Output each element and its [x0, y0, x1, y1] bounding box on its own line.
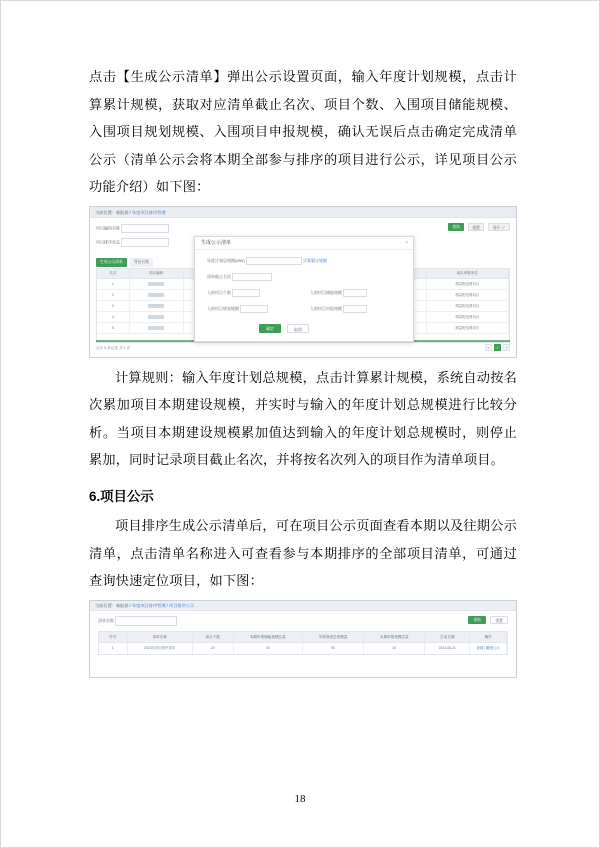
page-content [89, 63, 517, 684]
row-action-links[interactable]: 查看 | 撤销公示 [476, 645, 500, 650]
figure-generate-list-screenshot [89, 206, 517, 358]
modal-field-declared-scale [310, 305, 367, 313]
reset-button[interactable]: 重置 [490, 616, 508, 624]
table-header-row [99, 632, 507, 643]
app-screenshot-ranking [89, 206, 517, 358]
filter-label-status: 项目排序状态 [96, 239, 120, 245]
cell-plan-total: 50 [303, 643, 364, 654]
cell-index: 1 [99, 643, 128, 654]
modal-input-declared-scale[interactable] [343, 305, 367, 313]
cell-code [130, 323, 184, 333]
app-body [90, 218, 516, 357]
reset-button[interactable]: 重置 [468, 223, 484, 231]
cell-rank: 4 [97, 312, 130, 322]
record-summary: 合计 5 条记录 共 1 页 [96, 345, 131, 350]
col-declared-total: 本期申报规模总量 [364, 632, 425, 642]
filter-project-status [96, 238, 169, 247]
modal-input-storage-scale[interactable] [343, 289, 367, 297]
export-ledger-button[interactable]: 导出台账 [130, 258, 153, 267]
modal-input-plan-scale[interactable] [240, 305, 268, 313]
modal-field-cutoff-rank [207, 273, 272, 281]
cell-list-name[interactable]: 2023年项目排序清单 [128, 643, 193, 654]
col-create-date: 生成日期 [425, 632, 470, 642]
cell-code [130, 312, 184, 322]
modal-label-project-count: 入围项目个数 [207, 289, 231, 295]
filter-input-status[interactable] [121, 238, 169, 247]
search-button[interactable]: 查询 [448, 223, 464, 231]
breadcrumb [90, 207, 516, 218]
breadcrumb-link[interactable]: 年度项目排序管理 / [132, 602, 168, 608]
search-button[interactable]: 查询 [468, 616, 486, 624]
col-list-name: 清单名称 [128, 632, 193, 642]
search-input[interactable] [115, 616, 177, 626]
breadcrumb-static: 当前位置：新能源 / [95, 209, 131, 215]
breadcrumb-static: 当前位置：新能源 / [95, 602, 131, 608]
page-1-button[interactable]: 1 [494, 344, 501, 351]
col-project-count: 项目个数 [193, 632, 234, 642]
cell-rank: 5 [97, 323, 130, 333]
modal-field-plan-scale [207, 305, 268, 313]
cell-rank: 2 [97, 290, 130, 300]
cell-rank: 3 [97, 301, 130, 311]
cell-unit: 增量配电网项目 [427, 301, 509, 311]
breadcrumb [90, 601, 516, 611]
cell-unit: 增量配电网项目 [427, 290, 509, 300]
search-bar [98, 616, 508, 626]
cell-code [130, 301, 184, 311]
col-code: 项目编码 [130, 269, 184, 278]
paragraph-2: 计算规则：输入年度计划总规模，点击计算累计规模，系统自动按名次累加项目本期建设规模，并实时与输入的年度计划总规模进行比较分析。当项目本期建设规模累加值达到输入的年度计划总规模时，则停止累加，同时记录项目截止名次，并将按名次列入的项目作为清单项目。 [89, 369, 517, 467]
action-buttons [96, 258, 153, 267]
cell-unit: 增量配电网项目 [427, 279, 509, 289]
col-rank: 名次 [97, 269, 130, 278]
filter-label-code: 项目编码名称 [96, 225, 120, 231]
page-prev-button[interactable]: < [485, 344, 492, 351]
figure-public-list-screenshot [89, 600, 517, 678]
cell-declared-total: 30 [364, 643, 425, 654]
col-operation: 操作 [470, 632, 507, 642]
col-storage-total: 本期申报储能规模总量 [234, 632, 303, 642]
filter-project-code [96, 224, 169, 233]
pagination [485, 344, 510, 351]
cell-unit: 增量配电网项目 [427, 323, 509, 333]
cell-code [130, 279, 184, 289]
paragraph-3: 项目排序生成公示清单后，可在项目公示页面查看本期以及往期公示清单，点击清单名称进入可查看参与本期排序的全部项目清单，可通过查询快速定位项目，如下图： [89, 518, 517, 588]
filter-input-code[interactable] [121, 224, 169, 233]
app-screenshot-public-list [89, 600, 517, 678]
modal-field-project-count [207, 289, 260, 297]
col-unit: 项目申报单位 [427, 269, 509, 278]
modal-field-total-scale [207, 257, 327, 265]
table-row[interactable] [99, 643, 507, 654]
generate-list-modal [194, 236, 414, 342]
breadcrumb-current: 项目排序公示 [169, 602, 195, 608]
cell-code [130, 290, 184, 300]
col-plan-total: 年度规划总规模量 [303, 632, 364, 642]
generate-public-list-button[interactable]: 生成公示清单 [96, 258, 127, 267]
col-index: 序号 [99, 632, 128, 642]
modal-title: 生成公示清单 [195, 237, 413, 250]
cell-rank: 1 [97, 279, 130, 289]
cell-project-count: 20 [193, 643, 234, 654]
modal-label-plan-scale: 入围项目规划规模 [207, 305, 239, 311]
section-heading: 6.项目公示 [89, 488, 154, 504]
modal-actions [259, 324, 309, 333]
paragraph-1: 点击【生成公示清单】弹出公示设置页面，输入年度计划规模，点击计算累计规模，获取对应清单截止名次、项目个数、入围项目储能规模、入围项目规划规模、入围项目申报规模，确认无误后点击确定完成清单公示（清单公示会将本期全部参与排序的项目进行公示，详见项目公示功能介绍）如下图： [89, 69, 517, 194]
modal-label-declared-scale: 入围项目申报规模 [310, 305, 342, 311]
modal-label-cutoff-rank: 清单截止名次 [207, 273, 231, 279]
close-icon[interactable]: × [405, 239, 408, 246]
cell-create-date: 2023-08-21 [425, 643, 470, 654]
modal-confirm-button[interactable]: 确定 [259, 324, 281, 333]
page-number: 18 [294, 793, 306, 805]
public-list-table [98, 631, 508, 655]
modal-input-cutoff-rank[interactable] [232, 273, 272, 281]
cell-storage-total: 30 [234, 643, 303, 654]
page-next-button[interactable]: > [503, 344, 510, 351]
calc-cumulative-link[interactable]: 计算累计规模 [303, 257, 328, 263]
modal-label-storage-scale: 入围项目储能规模 [310, 289, 342, 295]
modal-field-storage-scale [310, 289, 367, 297]
breadcrumb-link[interactable]: 年度项目排序管理 [132, 209, 166, 215]
expand-button[interactable]: 展开 ∨ [488, 223, 510, 231]
modal-cancel-button[interactable]: 取消 [287, 324, 309, 333]
cell-operation[interactable] [470, 643, 507, 654]
modal-input-project-count[interactable] [232, 289, 260, 297]
modal-input-total-scale[interactable] [246, 257, 302, 265]
modal-label-total-scale: 年度计划总规模(MW) [207, 257, 245, 263]
cell-unit: 增量配电网项目 [427, 312, 509, 322]
table-footer [96, 342, 510, 353]
search-label: 清单名称 [98, 617, 114, 623]
